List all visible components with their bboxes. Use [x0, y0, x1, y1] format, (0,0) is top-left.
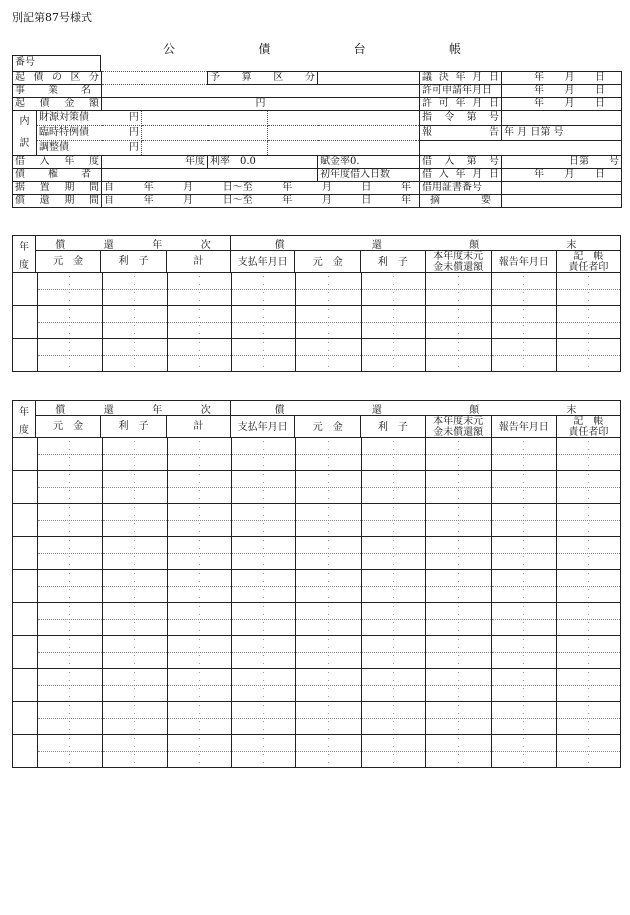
year-cell[interactable]	[13, 570, 38, 602]
column-header: 計	[193, 421, 204, 432]
entry-cell[interactable]	[296, 702, 362, 734]
year-cell[interactable]	[13, 537, 38, 569]
column-header: 元 金	[36, 416, 101, 437]
label-rinji: 臨時特例債 円	[37, 126, 142, 141]
entry-cell[interactable]	[168, 438, 232, 470]
entry-cell[interactable]	[557, 603, 620, 635]
entry-cell[interactable]	[426, 438, 492, 470]
label-sueoki: 据 置 期 間	[13, 182, 102, 195]
table-row	[13, 702, 620, 735]
column-header: 支払年月日	[231, 251, 295, 273]
entry-cell[interactable]	[168, 273, 232, 305]
entry-cell[interactable]	[296, 504, 362, 536]
column-header: 利 子	[101, 251, 166, 272]
entry-cell[interactable]	[362, 471, 426, 503]
label-shirei: 指 令 第 号	[420, 111, 502, 126]
table-row	[13, 636, 620, 669]
column-header: 利 子	[361, 416, 425, 438]
entry-cell[interactable]	[362, 669, 426, 701]
entry-cell[interactable]	[426, 504, 492, 536]
field-kariire-nendo[interactable]: 年度	[102, 156, 208, 169]
entry-cell[interactable]	[38, 735, 103, 767]
entry-cell[interactable]	[38, 273, 103, 305]
entry-cell[interactable]	[103, 570, 168, 602]
entry-cell[interactable]	[362, 504, 426, 536]
entry-cell[interactable]	[38, 339, 103, 371]
entry-cell[interactable]	[103, 306, 168, 338]
column-header: 記 帳 責任者印	[568, 416, 609, 438]
field-chosei[interactable]	[142, 141, 268, 156]
entry-cell[interactable]	[168, 702, 232, 734]
shokan-tenmatsu-header: 償 還 顛 末 支払年月日 元 金 利 子 本年度末元 金未償還額 報告年月日 記 帳 責任者印	[231, 236, 620, 272]
entry-cell[interactable]	[557, 339, 620, 371]
entry-cell[interactable]	[168, 636, 232, 668]
field-giketsu-date[interactable]: 年 月 日	[502, 72, 622, 85]
entry-cell[interactable]	[296, 273, 362, 305]
entry-cell[interactable]	[103, 339, 168, 371]
table-row	[13, 570, 620, 603]
field-chosei-2[interactable]	[268, 141, 420, 156]
repayment-grid-2	[12, 400, 621, 768]
entry-cell[interactable]	[296, 471, 362, 503]
repayment-grid-1	[12, 235, 621, 372]
entry-cell[interactable]	[557, 735, 620, 767]
entry-cell[interactable]	[557, 636, 620, 668]
entry-cell[interactable]	[296, 537, 362, 569]
entry-cell[interactable]	[168, 306, 232, 338]
entry-cell[interactable]	[492, 273, 557, 305]
field-sueoki-period[interactable]: 自 年 月 日〜至 年 月 日 年	[102, 182, 420, 195]
label-kariire-dai: 借 入 第 号	[420, 156, 502, 169]
year-cell[interactable]	[13, 603, 38, 635]
table-row	[13, 306, 620, 339]
entry-cell[interactable]	[103, 537, 168, 569]
title-char: 債	[258, 42, 271, 56]
field-yosan[interactable]	[318, 72, 420, 85]
entry-cell[interactable]	[492, 339, 557, 371]
page-title	[162, 40, 462, 57]
entry-cell[interactable]	[232, 735, 296, 767]
entry-cell[interactable]	[296, 339, 362, 371]
field-kariire-date[interactable]: 年 月 日	[502, 169, 622, 182]
entry-cell[interactable]	[232, 438, 296, 470]
column-header: 本年度末元 金未償還額	[426, 416, 492, 438]
entry-cell[interactable]	[362, 339, 426, 371]
entry-cell[interactable]	[38, 537, 103, 569]
entry-cell[interactable]	[362, 306, 426, 338]
entry-cell[interactable]	[103, 603, 168, 635]
field-kyoka-date[interactable]: 年 月 日	[502, 98, 622, 111]
field-shirei[interactable]	[502, 111, 622, 126]
label-kisai-kubun: 起 債 の 区 分	[13, 72, 102, 85]
label-jigyo: 事 業 名	[13, 85, 102, 98]
entry-cell[interactable]	[362, 570, 426, 602]
entry-cell[interactable]	[426, 702, 492, 734]
entry-cell[interactable]	[426, 273, 492, 305]
column-header: 報告年月日	[492, 251, 557, 273]
entry-cell[interactable]	[426, 735, 492, 767]
entry-cell[interactable]	[296, 603, 362, 635]
entry-cell[interactable]	[362, 273, 426, 305]
entry-cell[interactable]	[492, 438, 557, 470]
entry-cell[interactable]	[362, 603, 426, 635]
table-row	[13, 669, 620, 702]
entry-cell[interactable]	[38, 471, 103, 503]
entry-cell[interactable]	[557, 438, 620, 470]
year-header: 年 度	[13, 401, 36, 437]
year-cell[interactable]	[13, 339, 38, 371]
entry-cell[interactable]	[296, 570, 362, 602]
entry-cell[interactable]	[103, 702, 168, 734]
title-char: 台	[353, 42, 366, 56]
entry-cell[interactable]	[362, 702, 426, 734]
entry-cell[interactable]	[557, 273, 620, 305]
number-field[interactable]	[12, 55, 101, 71]
entry-cell[interactable]	[557, 669, 620, 701]
entry-cell[interactable]	[492, 636, 557, 668]
entry-cell[interactable]	[557, 471, 620, 503]
entry-cell[interactable]	[103, 636, 168, 668]
field-kisai-kingaku[interactable]: 円	[102, 98, 420, 111]
entry-cell[interactable]	[492, 570, 557, 602]
entry-cell[interactable]	[38, 438, 103, 470]
year-cell[interactable]	[13, 438, 38, 470]
entry-cell[interactable]	[492, 504, 557, 536]
label-zaigen: 財源対策債 円	[37, 111, 142, 126]
entry-cell[interactable]	[362, 636, 426, 668]
table-row	[13, 603, 620, 636]
entry-cell[interactable]	[362, 537, 426, 569]
entry-cell[interactable]	[492, 735, 557, 767]
entry-cell[interactable]	[168, 603, 232, 635]
entry-cell[interactable]	[232, 603, 296, 635]
table-row	[13, 471, 620, 504]
entry-cell[interactable]	[426, 570, 492, 602]
shokan-nenji-header: 償 還 年 次 元 金 利 子 計	[36, 401, 231, 437]
entry-cell[interactable]	[38, 306, 103, 338]
label-kisai-kingaku: 起 債 金 額	[13, 98, 102, 111]
field-tekiyo[interactable]	[502, 195, 622, 208]
year-cell[interactable]	[13, 504, 38, 536]
entry-cell[interactable]	[232, 306, 296, 338]
label-kariire-date: 借 入 年 月 日	[420, 169, 502, 182]
column-header: 計	[193, 256, 204, 267]
entry-cell[interactable]	[103, 735, 168, 767]
field-kyoka-shinsei-date[interactable]: 年 月 日	[502, 85, 622, 98]
field-hokoku-date[interactable]: 年 月 日第 号	[502, 126, 622, 141]
field-shosho[interactable]	[502, 182, 622, 195]
entry-cell[interactable]	[492, 306, 557, 338]
column-header: 支払年月日	[231, 416, 295, 438]
field-riritsu[interactable]: 利率 0.0	[208, 156, 318, 169]
label-chosei: 調整債 円	[37, 141, 142, 156]
entry-cell[interactable]	[38, 570, 103, 602]
entry-cell[interactable]	[232, 273, 296, 305]
entry-cell[interactable]	[426, 603, 492, 635]
table-row	[13, 537, 620, 570]
entry-cell[interactable]	[557, 306, 620, 338]
entry-cell[interactable]	[426, 471, 492, 503]
column-header: 利 子	[361, 251, 425, 273]
entry-cell[interactable]	[232, 339, 296, 371]
year-cell[interactable]	[13, 471, 38, 503]
entry-cell[interactable]	[232, 636, 296, 668]
column-header: 元 金	[295, 251, 361, 273]
entry-cell[interactable]	[492, 537, 557, 569]
title-char: 帳	[448, 42, 461, 56]
entry-cell[interactable]	[232, 537, 296, 569]
label-uchiwake: 内 訳	[13, 111, 37, 156]
shokan-tenmatsu-header: 償 還 顛 末 支払年月日 元 金 利 子 本年度末元 金未償還額 報告年月日 記 帳 責任者印	[231, 401, 620, 437]
number-label: 番号	[15, 57, 35, 68]
field-fukin[interactable]: 賦金率0.	[318, 156, 420, 169]
entry-cell[interactable]	[296, 669, 362, 701]
entry-cell[interactable]	[103, 438, 168, 470]
entry-cell[interactable]	[168, 537, 232, 569]
entry-cell[interactable]	[492, 669, 557, 701]
entry-cell[interactable]	[296, 636, 362, 668]
entry-cell[interactable]	[232, 471, 296, 503]
entry-cell[interactable]	[232, 702, 296, 734]
entry-cell[interactable]	[557, 537, 620, 569]
column-header: 元 金	[295, 416, 361, 438]
label-saikensha: 債 権 者	[13, 169, 102, 182]
entry-cell[interactable]	[38, 669, 103, 701]
year-header: 年 度	[13, 236, 36, 272]
table-row	[13, 339, 620, 371]
entry-cell[interactable]	[296, 306, 362, 338]
year-cell[interactable]	[13, 735, 38, 767]
entry-cell[interactable]	[362, 735, 426, 767]
label-yosan: 予 算 区 分	[208, 72, 318, 85]
entry-cell[interactable]	[492, 702, 557, 734]
field-rinji[interactable]	[142, 126, 268, 141]
table-row	[13, 273, 620, 306]
field-shonendo[interactable]: 初年度借入日数	[318, 169, 420, 182]
entry-cell[interactable]	[557, 702, 620, 734]
entry-cell[interactable]	[38, 702, 103, 734]
column-header: 利 子	[101, 416, 166, 437]
shokan-nenji-header: 償 還 年 次 元 金 利 子 計	[36, 236, 231, 272]
label-kyoka: 許 可 年 月 日	[420, 98, 502, 111]
year-cell[interactable]	[13, 702, 38, 734]
entry-cell[interactable]	[168, 735, 232, 767]
entry-cell[interactable]	[426, 306, 492, 338]
year-cell[interactable]	[13, 273, 38, 305]
field-kisai-kubun[interactable]	[102, 72, 208, 85]
entry-cell[interactable]	[492, 603, 557, 635]
entry-cell[interactable]	[296, 735, 362, 767]
column-header: 報告年月日	[492, 416, 557, 438]
label-hokoku: 報 告	[420, 126, 502, 141]
field-rinji-2[interactable]	[268, 126, 420, 141]
form-id: 別記第87号様式	[12, 11, 92, 24]
year-cell[interactable]	[13, 669, 38, 701]
year-cell[interactable]	[13, 636, 38, 668]
entry-cell[interactable]	[103, 471, 168, 503]
entry-cell[interactable]	[362, 438, 426, 470]
entry-cell[interactable]	[168, 339, 232, 371]
label-shokan-kikan: 償 還 期 間	[13, 195, 102, 208]
ledger-header-table	[12, 71, 622, 208]
label-tekiyo: 摘 要	[420, 195, 502, 208]
table-row	[13, 504, 620, 537]
year-cell[interactable]	[13, 306, 38, 338]
table-row	[13, 438, 620, 471]
table-row	[13, 735, 620, 767]
entry-cell[interactable]	[38, 504, 103, 536]
field-zaigen-2[interactable]	[268, 111, 420, 126]
entry-cell[interactable]	[103, 273, 168, 305]
entry-cell[interactable]	[232, 504, 296, 536]
field-jigyo[interactable]	[102, 85, 420, 98]
entry-cell[interactable]	[38, 636, 103, 668]
entry-cell[interactable]	[168, 570, 232, 602]
column-header: 記 帳 責任者印	[568, 251, 609, 273]
entry-cell[interactable]	[168, 504, 232, 536]
label-kyoka-shinsei: 許可申請年月日	[420, 85, 502, 98]
entry-cell[interactable]	[232, 669, 296, 701]
field-zaigen[interactable]	[142, 111, 268, 126]
entry-cell[interactable]	[492, 471, 557, 503]
field-saikensha[interactable]	[102, 169, 318, 182]
entry-cell[interactable]	[426, 537, 492, 569]
entry-cell[interactable]	[168, 471, 232, 503]
label-shosho: 借用証書番号	[420, 182, 502, 195]
entry-cell[interactable]	[557, 504, 620, 536]
column-header: 本年度末元 金未償還額	[426, 251, 492, 273]
field-shokan-period[interactable]: 自 年 月 日〜至 年 月 日 年	[102, 195, 420, 208]
entry-cell[interactable]	[557, 570, 620, 602]
field-hokoku-extra[interactable]	[420, 141, 622, 156]
label-kariire-nendo: 借 入 年 度	[13, 156, 102, 169]
entry-cell[interactable]	[426, 669, 492, 701]
entry-cell[interactable]	[103, 669, 168, 701]
entry-cell[interactable]	[103, 504, 168, 536]
entry-cell[interactable]	[296, 438, 362, 470]
column-header: 元 金	[36, 251, 101, 272]
title-char: 公	[162, 42, 175, 56]
label-giketsu: 議 決 年 月 日	[420, 72, 502, 85]
entry-cell[interactable]	[38, 603, 103, 635]
field-kariire-dai[interactable]: 日第 号	[502, 156, 622, 169]
entry-cell[interactable]	[232, 570, 296, 602]
entry-cell[interactable]	[168, 669, 232, 701]
entry-cell[interactable]	[426, 339, 492, 371]
entry-cell[interactable]	[426, 636, 492, 668]
